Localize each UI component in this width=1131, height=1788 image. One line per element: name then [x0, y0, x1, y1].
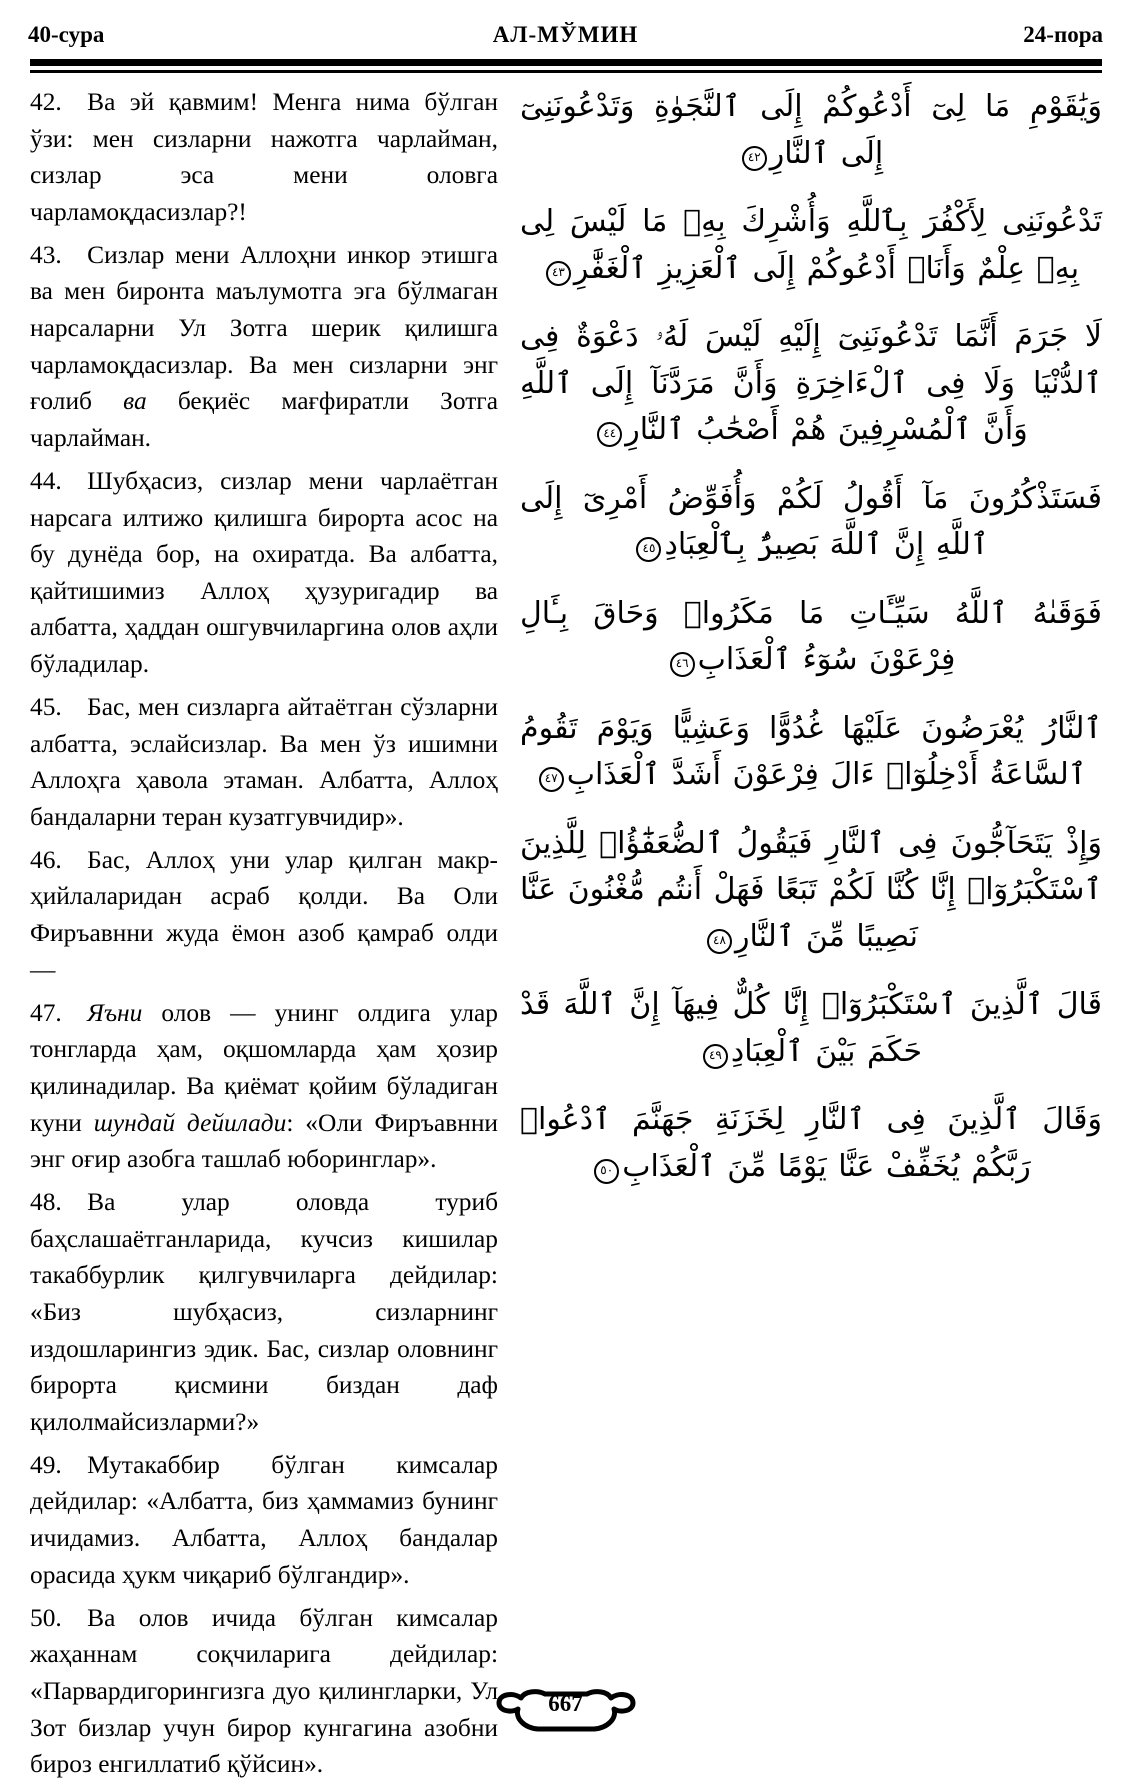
folio [0, 1688, 1131, 1739]
translation-verse [30, 237, 498, 457]
running-header [28, 22, 1103, 58]
arabic-ayah-text: وَإِذْ يَتَحَآجُّونَ فِى ٱلنَّارِ فَيَقُولُ ٱلضُّعَفَٰٓؤُا۟ لِلَّذِينَ ٱسْتَكْبَرُوٓا۟ إِنَّا كُنَّا لَكُمْ تَبَعًا فَهَلْ أَنتُم مُّغْنُونَ عَنَّا نَصِيبًا مِّنَ ٱلنَّارِ [520, 825, 1102, 954]
ayah-number-marker: ٤٨ [707, 929, 732, 954]
arabic-ayah-text: وَيَٰقَوْمِ مَا لِىٓ أَدْعُوكُمْ إِلَى ٱلنَّجَوٰةِ وَتَدْعُونَنِىٓ إِلَى ٱلنَّارِ [520, 89, 1102, 171]
arabic-ayah [520, 1097, 1102, 1190]
verse-text: Бас, мен сизларга айтаётган сўзларни албатта, эслайсизлар. Ва мен ўз ишимни Аллоҳга ҳавола этаман. Албатта, Аллоҳ бандаларни теран кузатгувчидир». [30, 693, 498, 831]
verse-number: 43. [30, 240, 62, 269]
translation-verse [30, 1447, 498, 1593]
translation-verse [30, 84, 498, 230]
verse-number: 49. [30, 1450, 62, 1479]
verse-text: Ва эй қавмим! Менга нима бўлган ўзи: мен сизларни нажотга чарлайман, сизлар эса мени оловга чарламоқдасизлар?! [30, 88, 498, 226]
arabic-ayah-text: لَا جَرَمَ أَنَّمَا تَدْعُونَنِىٓ إِلَيْهِ لَيْسَ لَهُۥ دَعْوَةٌ فِى ٱلدُّنْيَا وَلَا فِى ٱلْءَاخِرَةِ وَأَنَّ مَرَدَّنَآ إِلَى ٱللَّهِ وَأَنَّ ٱلْمُسْرِفِينَ هُمْ أَصْحَٰبُ ٱلنَّارِ [520, 319, 1102, 447]
arabic-ayah [520, 982, 1102, 1075]
arabic-ayah-text: فَسَتَذْكُرُونَ مَآ أَقُولُ لَكُمْ وَأُفَوِّضُ أَمْرِىٓ إِلَى ٱللَّهِ إِنَّ ٱللَّهَ بَصِيرٌۢ بِٱلْعِبَادِ [520, 480, 1102, 562]
ayah-number-marker: ٤٩ [703, 1044, 728, 1069]
header-rule-thin [30, 70, 1102, 73]
arabic-ayah [520, 84, 1102, 177]
uzbek-translation-column [30, 84, 498, 1783]
ayah-number-marker: ٥٠ [594, 1159, 619, 1184]
verse-text: Ва олов ичида бўлган кимсалар жаҳаннам соқчиларига дейдилар: «Парвардигорингизга дуо қилингларки, Ул Зот бизлар учун бирор кунгагина азобни бироз енгиллатиб қўйсин». [30, 1603, 498, 1779]
folio-ornament-icon [491, 1688, 641, 1734]
verse-text: Ва улар оловда туриб баҳслашаётганларида, кучсиз кишилар такаббурлик қилгувчиларга дейдилар: «Биз шубҳасиз, сизларнинг издошларингиз эдик. Бас, сизлар оловнинг бирорта қисмини биздан даф қилолмайсизларми?» [30, 1188, 498, 1436]
header-rule-thick [30, 59, 1102, 66]
verse-text: : «Оли Фиръавнни энг оғир азобга ташлаб юборинглар». [30, 1108, 498, 1174]
translation-verse [30, 689, 498, 835]
arabic-text-column [520, 84, 1102, 1190]
verse-number: 50. [30, 1603, 62, 1632]
translation-verse [30, 1184, 498, 1440]
verse-text: беқиёс мағфиратли Зотга чарлайман. [30, 387, 498, 452]
arabic-ayah-text: فَوَقَىٰهُ ٱللَّهُ سَيِّـَٔاتِ مَا مَكَرُوا۟ وَحَاقَ بِـَٔالِ فِرْعَوْنَ سُوٓءُ ٱلْعَذَابِ [520, 595, 1102, 677]
ayah-number-marker: ٤٧ [539, 767, 564, 792]
verse-text: Мутакаббир бўлган кимсалар дейдилар: «Албатта, биз ҳаммамиз бунинг ичидамиз. Албатта, Аллоҳ бандалар орасида ҳукм чиқариб бўлгандир». [30, 1450, 498, 1589]
arabic-ayah-text: وَقَالَ ٱلَّذِينَ فِى ٱلنَّارِ لِخَزَنَةِ جَهَنَّمَ ٱدْعُوا۟ رَبَّكُمْ يُخَفِّفْ عَنَّا يَوْمًا مِّنَ ٱلْعَذَابِ [520, 1102, 1102, 1184]
translation-verse [30, 995, 498, 1178]
verse-text: Сизлар мени Аллоҳни инкор этишга ва мен биронта маълумотга эга бўлмаган нарсаларни Ул Зотга шерик қилишга чарламоқдасизлар. Ва мен сизларни энг ғолиб [30, 240, 498, 416]
arabic-ayah [520, 706, 1102, 799]
verse-number: 48. [30, 1188, 62, 1217]
ayah-number-marker: ٤٣ [546, 261, 571, 286]
verse-text-emphasis: шундай дейилади [93, 1108, 287, 1137]
arabic-ayah [520, 314, 1102, 454]
translation-verse [30, 842, 498, 988]
ayah-number-marker: ٤٤ [597, 422, 622, 447]
ayah-number-marker: ٤٥ [636, 537, 661, 562]
header-juz-number: 24-пора [1023, 22, 1103, 47]
verse-number: 45. [30, 693, 62, 721]
verse-number: 47. [30, 998, 62, 1027]
arabic-ayah-text: قَالَ ٱلَّذِينَ ٱسْتَكْبَرُوٓا۟ إِنَّا كُلٌّ فِيهَآ إِنَّ ٱللَّهَ قَدْ حَكَمَ بَيْنَ ٱلْعِبَادِ [520, 987, 1102, 1069]
header-surah-name: АЛ-МЎМИН [492, 22, 639, 47]
verse-text: Шубҳасиз, сизлар мени чарлаётган нарсага илтижо қилишга бирорта асос на бу дунёда бор, на охиратда. Ва албатта, қайтишимиз Аллоҳ ҳузуригадир ва албатта, ҳаддан ошгувчиларгина олов аҳли бўладилар. [30, 466, 498, 678]
verse-text: Бас, Аллоҳ уни улар қилган макр-ҳийлаларидан асраб қолди. Ва Оли Фиръавнни жуда ёмон азоб қамраб олди — [30, 845, 498, 984]
header-surah-number: 40-сура [28, 22, 105, 47]
verse-text-emphasis: ва [123, 387, 147, 416]
verse-number: 44. [30, 466, 62, 495]
ayah-number-marker: ٤٦ [670, 652, 695, 677]
verse-text: олов — унинг олдига улар тонгларда ҳам, оқшомларда ҳам ҳозир қилинадилар. Ва қиёмат қойим бўладиган куни [30, 998, 498, 1137]
verse-number: 42. [30, 88, 62, 116]
verse-number: 46. [30, 845, 62, 874]
arabic-ayah-text: ٱلنَّارُ يُعْرَضُونَ عَلَيْهَا غُدُوًّا وَعَشِيًّا وَيَوْمَ تَقُومُ ٱلسَّاعَةُ أَدْخِلُوٓا۟ ءَالَ فِرْعَوْنَ أَشَدَّ ٱلْعَذَابِ [520, 710, 1102, 792]
arabic-ayah-text: تَدْعُونَنِى لِأَكْفُرَ بِٱللَّهِ وَأُشْرِكَ بِهِۦ مَا لَيْسَ لِى بِهِۦ عِلْمٌ وَأَنَا۠ أَدْعُوكُمْ إِلَى ٱلْعَزِيزِ ٱلْغَفَّٰرِ [520, 204, 1102, 286]
arabic-ayah [520, 476, 1102, 569]
arabic-ayah [520, 821, 1102, 961]
page-number: 667 [548, 1691, 583, 1716]
ayah-number-marker: ٤٢ [742, 146, 767, 171]
arabic-ayah [520, 591, 1102, 684]
arabic-ayah [520, 199, 1102, 292]
translation-verse [30, 463, 498, 683]
verse-text-emphasis: Яъни [87, 998, 143, 1027]
